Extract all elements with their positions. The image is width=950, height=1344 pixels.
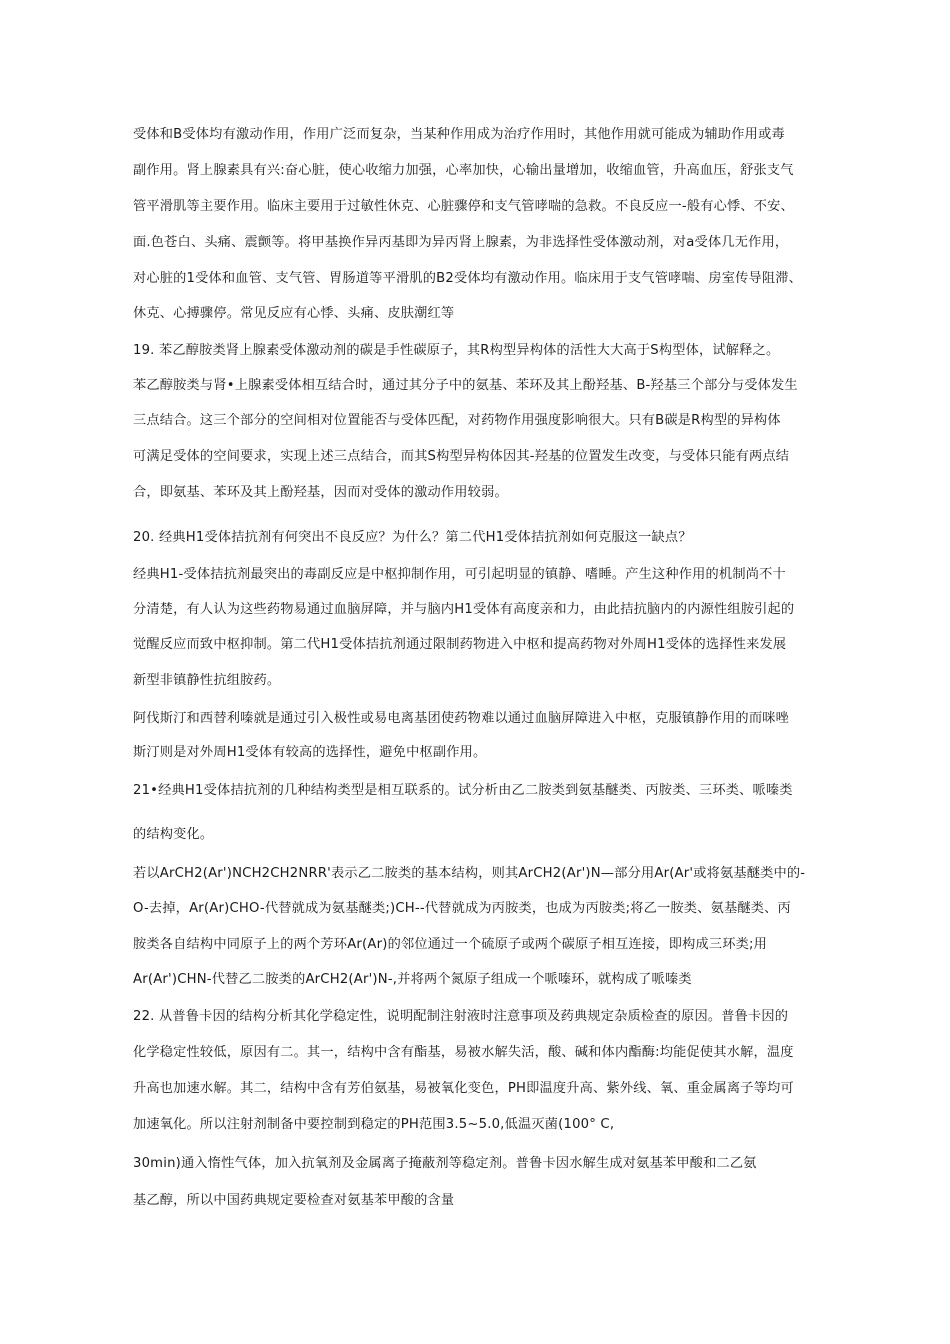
question-heading: 22. 从普鲁卡因的结构分析其化学稳定性，说明配制注射液时注意事项及药典规定杂质检查的原因。普鲁卡因的 <box>133 1009 789 1024</box>
text-line: 可满足受体的空间要求，实现上述三点结合，而其S构型异构体因其-羟基的位置发生改变，与受体只能有两点结 <box>133 449 790 464</box>
text-line: 基乙醇，所以中国药典规定要检查对氨基苯甲酸的含量 <box>133 1193 455 1208</box>
text-line: 对心脏的1受体和血管、支气管、胃肠道等平滑肌的B2受体均有激动作用。临床用于支气管哮喘、房室传导阻滞、 <box>133 271 803 286</box>
question-heading: 20. 经典H1受体拮抗剂有何突出不良反应？为什么？第二代H1受体拮抗剂如何克服这一缺点？ <box>133 530 692 545</box>
text-line: Ar(Ar')CHN-代替乙二胺类的ArCH2(Ar')N-,并将两个氮原子组成一个哌嗪环，就构成了哌嗪类 <box>133 972 692 987</box>
text-line: 合，即氨基、苯环及其上酚羟基，因而对受体的激动作用较弱。 <box>133 485 508 500</box>
text-line: 苯乙醇胺类与肾•上腺素受体相互结合时，通过其分子中的氨基、苯环及其上酚羟基、B-羟基三个部分与受体发生 <box>133 378 798 393</box>
text-line: 新型非镇静性抗组胺药。 <box>133 673 281 688</box>
text-line: 阿伐斯汀和西替利嗪就是通过引入极性或易电离基团使药物难以通过血脑屏障进入中枢，克服镇静作用的而咪唑 <box>133 711 789 726</box>
text-line: 觉醒反应而致中枢抑制。第二代H1受体拮抗剂通过限制药物进入中枢和提高药物对外周H1受体的选择性来发展 <box>133 637 787 652</box>
text-line: 斯汀则是对外周H1受体有较高的选择性，避免中枢副作用。 <box>133 745 487 760</box>
question-heading: 21•经典H1受体拮抗剂的几种结构类型是相互联系的。试分析由乙二胺类到氨基醚类、丙胺类、三环类、哌嗪类 <box>133 783 793 798</box>
text-line: 受体和Β受体均有激动作用，作用广泛而复杂，当某种作用成为治疗作用时，其他作用就可能成为辅助作用或毒 <box>133 127 785 142</box>
text-line: 面.色苍白、头痛、震颤等。将甲基换作异丙基即为异丙肾上腺素，为非选择性受体激动剂，对а受体几无作用， <box>133 235 789 250</box>
text-line: O-去掉，Ar(Ar)CHO-代替就成为氨基醚类;)CH--代替就成为丙胺类，也成为丙胺类;将乙一胺类、氨基醚类、丙 <box>133 901 791 916</box>
text-line: 三点结合。这三个部分的空间相对位置能否与受体匹配，对药物作用强度影响很大。只有B碳是R构型的异构体 <box>133 413 781 428</box>
text-line: 升高也加速水解。其二，结构中含有芳伯氨基，易被氧化变色，PH即温度升高、紫外线、氧、重金属离子等均可 <box>133 1081 794 1096</box>
text-line: 管平滑肌等主要作用。临床主要用于过敏性休克、心脏骤停和支气管哮喘的急救。不良反应一-般有心悸、不安、 <box>133 199 794 214</box>
text-line: 经典H1-受体拮抗剂最突出的毒副反应是中枢抑制作用，可引起明显的镇静、嗜睡。产生这种作用的机制尚不十 <box>133 567 786 582</box>
text-line: 休克、心搏骤停。常见反应有心悸、头痛、皮肤潮红等 <box>133 306 455 321</box>
text-line: 30min)通入惰性气体，加入抗氧剂及金属离子掩蔽剂等稳定剂。普鲁卡因水解生成对氨基苯甲酸和二乙氨 <box>133 1156 757 1171</box>
text-line: 胺类各自结构中同原子上的两个芳环Ar(Ar)的邻位通过一个硫原子或两个碳原子相互连接，即构成三环类;用 <box>133 937 768 952</box>
text-line: 若以ArCH2(Ar')NCH2CH2NRR'表示乙二胺类的基本结构，则其ArCH2(Ar')N—部分用Ar(Ar'或将氨基醚类中的- <box>133 866 806 881</box>
text-line: 分清楚，有人认为这些药物易通过血脑屏障，并与脑内H1受体有高度亲和力，由此拮抗脑内的内源性组胺引起的 <box>133 602 795 617</box>
text-line: 加速氧化。所以注射剂制备中要控制到稳定的PH范围3.5~5.0,低温灭菌(100° C, <box>133 1117 615 1132</box>
text-line: 的结构变化。 <box>133 827 214 842</box>
question-heading: 19. 苯乙醇胺类肾上腺素受体激动剂的碳是手性碳原子，其R构型异构体的活性大大高于S构型体，试解释之。 <box>133 343 780 358</box>
text-line: 化学稳定性较低，原因有二。其一，结构中含有酯基，易被水解失活，酸、碱和体内酯酶:均能促使其水解，温度 <box>133 1045 794 1060</box>
text-line: 副作用。肾上腺素具有兴:奋心脏，使心收缩力加强，心率加快，心输出量增加，收缩血管，升高血压，舒张支气 <box>133 163 794 178</box>
